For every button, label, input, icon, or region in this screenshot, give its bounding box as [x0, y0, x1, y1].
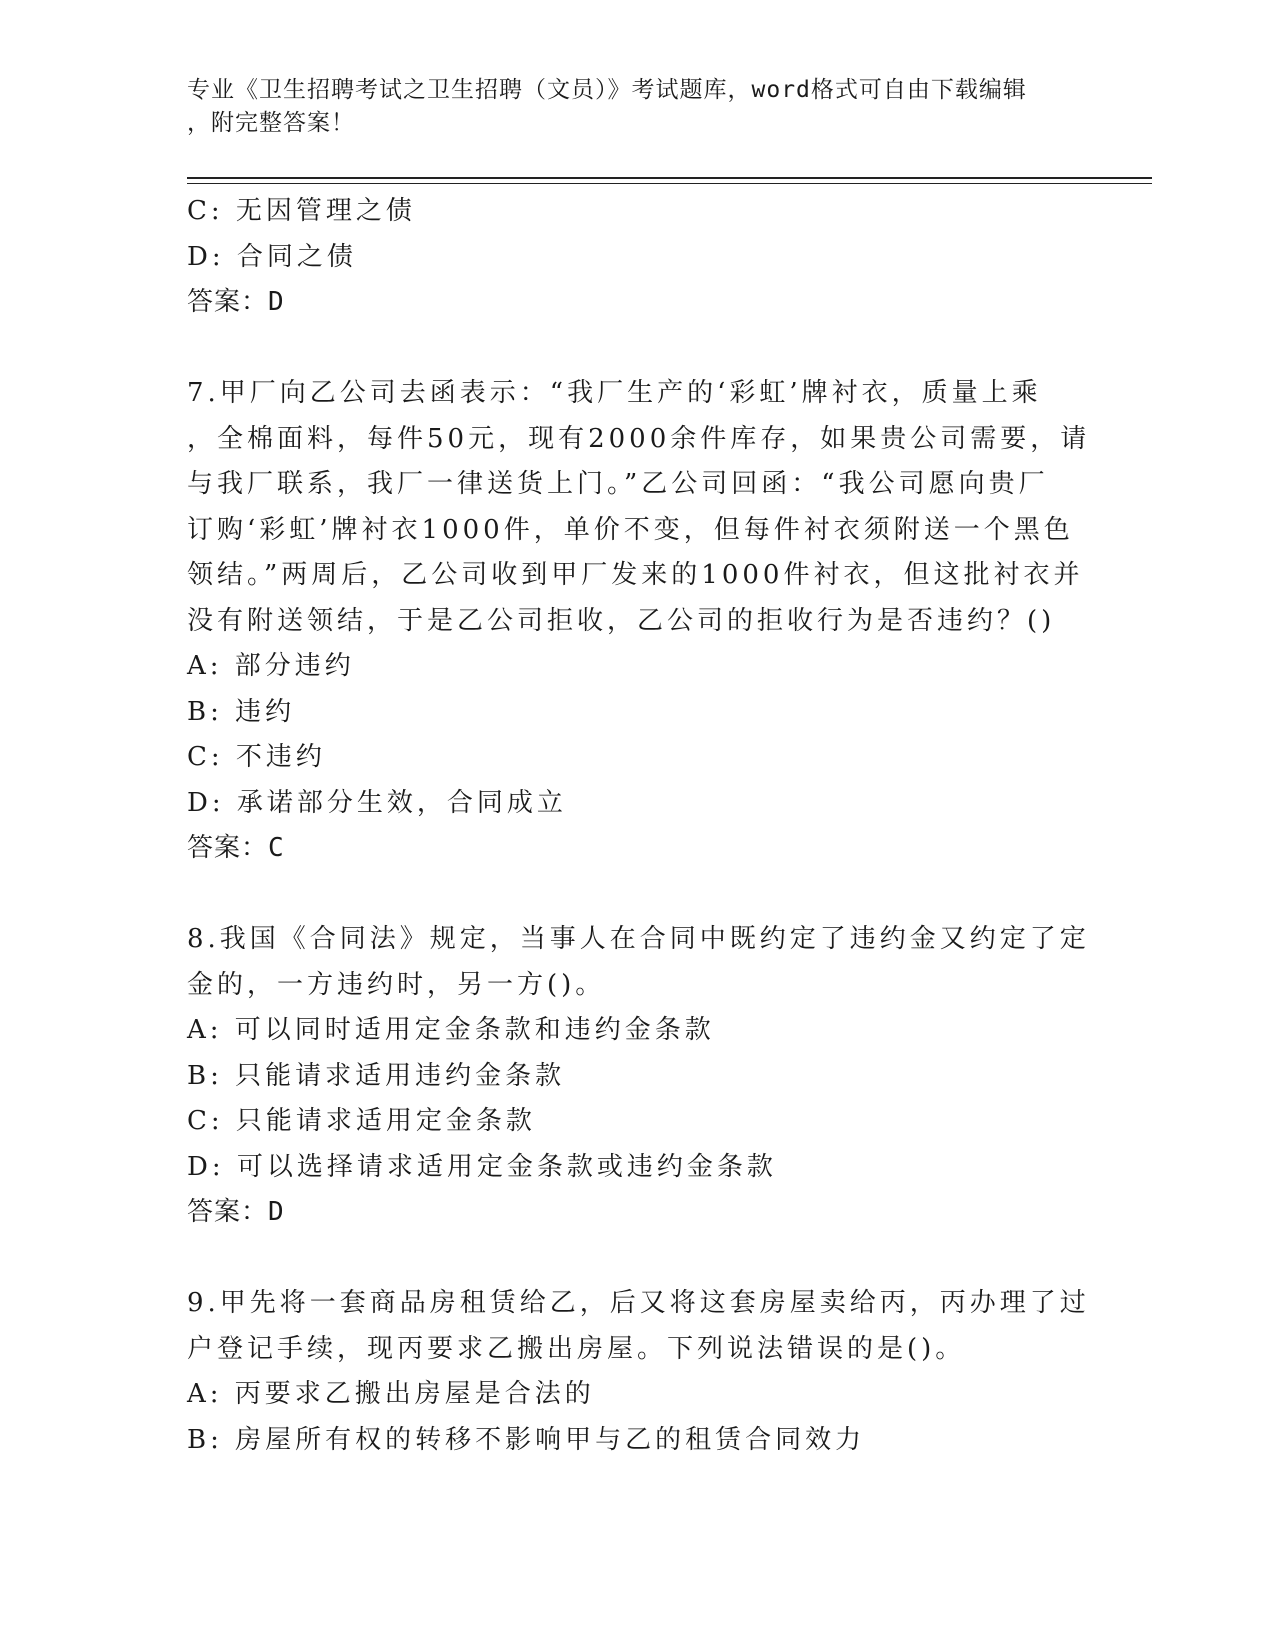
q7-stem-line: 与我厂联系，我厂一律送货上门。”乙公司回函：“我公司愿向贵厂	[187, 469, 1049, 499]
q6-answer-label: 答案：	[187, 287, 269, 317]
q8-stem-line: 8.我国《合同法》规定，当事人在合同中既约定了违约金又约定了定	[187, 924, 1090, 954]
q7-answer	[187, 826, 1067, 872]
q6-option-d: D: 合同之债	[187, 241, 357, 272]
q8-answer-value: D	[268, 1197, 285, 1227]
q6-answer	[187, 280, 1067, 326]
q8-option-b: B: 只能请求适用违约金条款	[187, 1060, 566, 1091]
q7-option-b: B: 违约	[187, 696, 296, 727]
q7-option-a: A: 部分违约	[187, 651, 355, 681]
header-line-1: 专业《卫生招聘考试之卫生招聘（文员）》考试题库，word格式可自由下载编辑	[187, 77, 1027, 103]
q8-option-a: A: 可以同时适用定金条款和违约金条款	[187, 1015, 715, 1045]
q7-option-d: D: 承诺部分生效，合同成立	[187, 787, 567, 818]
spacer	[187, 326, 1067, 372]
spacer	[187, 1236, 1067, 1282]
q7-option-c: C: 不违约	[187, 742, 326, 772]
q8-answer-label: 答案：	[187, 1197, 269, 1227]
q8-stem-line: 金的，一方违约时，另一方()。	[187, 969, 606, 1000]
q6-answer-value: D	[268, 287, 285, 317]
header-divider-thin	[187, 183, 1152, 184]
q9-option-b: B: 房屋所有权的转移不影响甲与乙的租赁合同效力	[187, 1424, 866, 1455]
q8-option-d: D: 可以选择请求适用定金条款或违约金条款	[187, 1151, 777, 1182]
header-divider-thick	[187, 177, 1152, 179]
q7-stem-line: 没有附送领结，于是乙公司拒收，乙公司的拒收行为是否违约？()	[187, 605, 1056, 636]
q8-answer	[187, 1190, 1067, 1236]
q9-stem-line: 户登记手续，现丙要求乙搬出房屋。下列说法错误的是()。	[187, 1333, 966, 1364]
q8-option-c: C: 只能请求适用定金条款	[187, 1106, 536, 1136]
q7-answer-label: 答案：	[187, 833, 269, 863]
q7-stem-line: 订购‘彩虹’牌衬衣1000件，单价不变，但每件衬衣须附送一个黑色	[187, 514, 1074, 545]
spacer	[187, 872, 1067, 918]
q7-stem-line: 领结。”两周后，乙公司收到甲厂发来的1000件衬衣，但这批衬衣并	[187, 560, 1084, 590]
q9-stem-line: 9.甲先将一套商品房租赁给乙，后又将这套房屋卖给丙，丙办理了过	[187, 1288, 1090, 1318]
q7-stem-line: 7.甲厂向乙公司去函表示：“我厂生产的‘彩虹’牌衬衣，质量上乘	[187, 378, 1042, 408]
q6-option-c: C: 无因管理之债	[187, 196, 416, 226]
q7-answer-value: C	[268, 833, 285, 863]
q7-stem-line: ，全棉面料，每件50元，现有2000余件库存，如果贵公司需要，请	[187, 423, 1091, 454]
header-line-2: ，附完整答案！	[187, 110, 355, 136]
q9-option-a: A: 丙要求乙搬出房屋是合法的	[187, 1379, 595, 1409]
document-header	[187, 74, 1087, 140]
document-body	[187, 189, 1091, 1463]
